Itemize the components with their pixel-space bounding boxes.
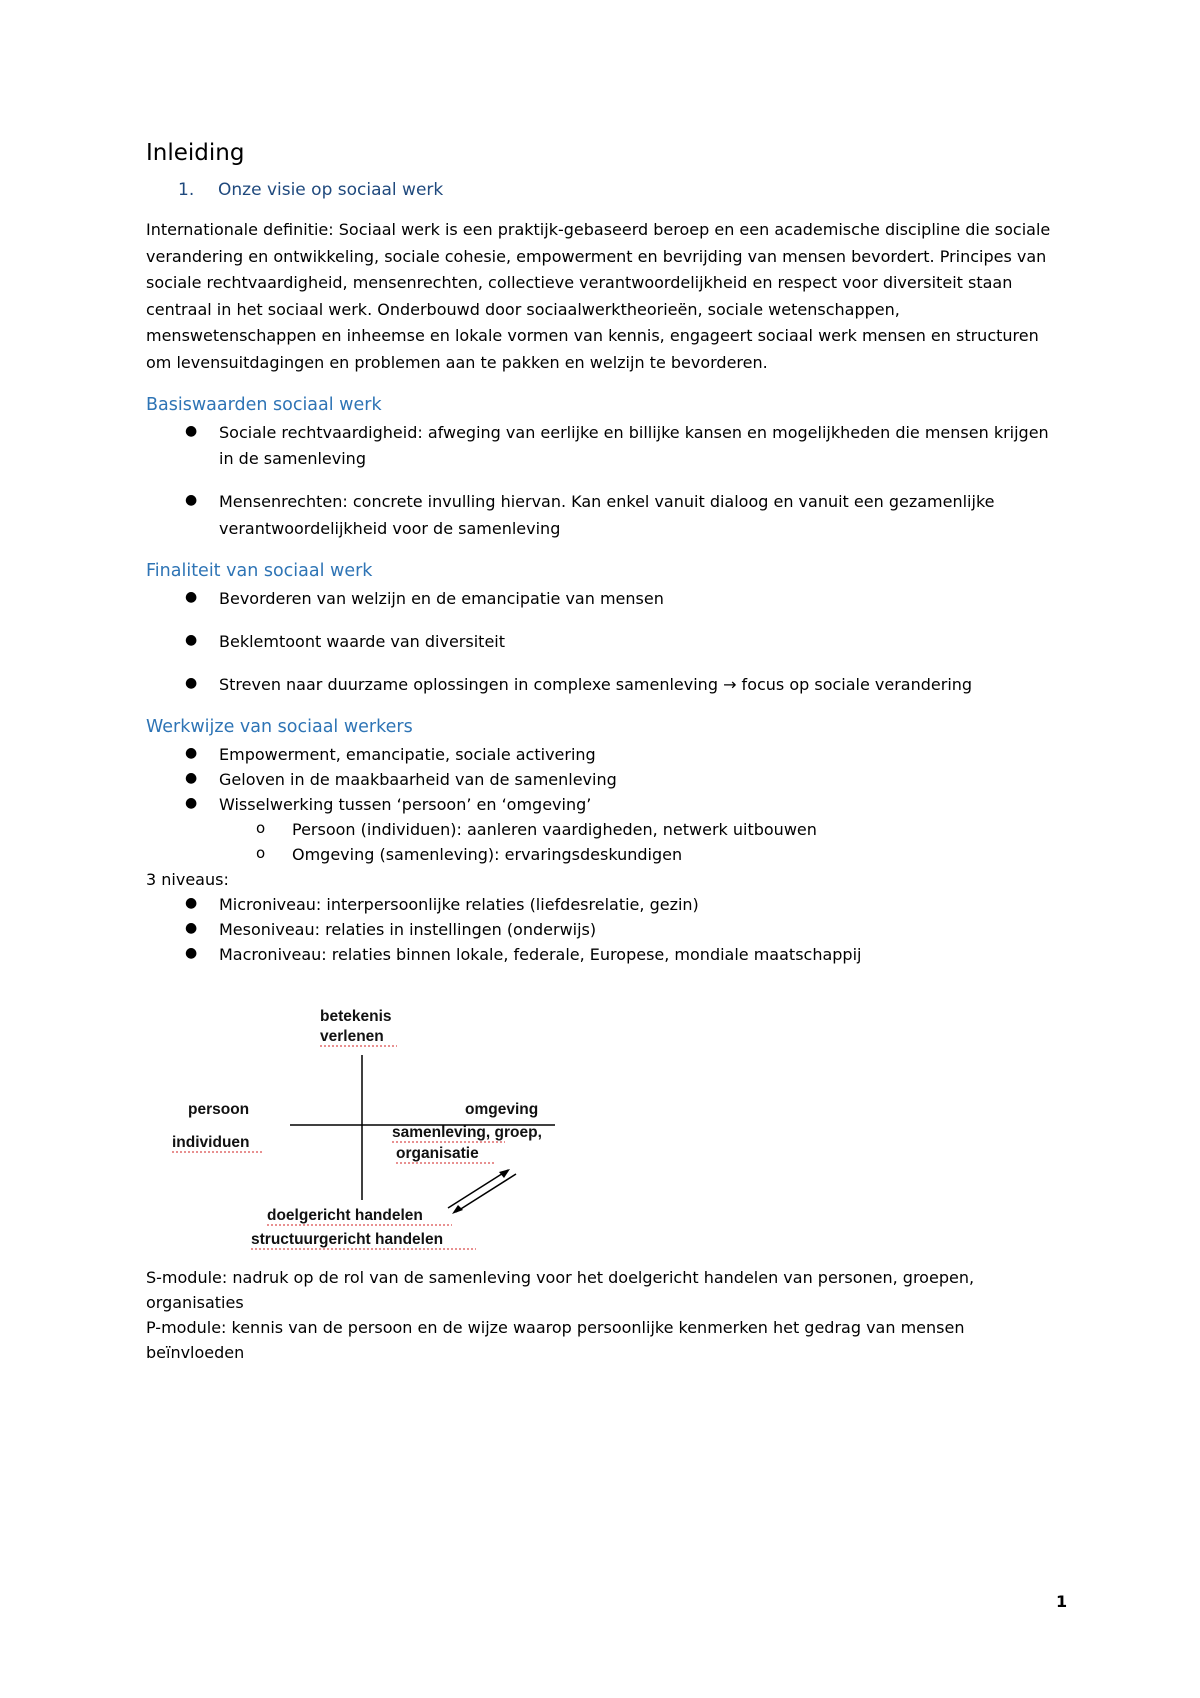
intro-line: verandering en ontwikkeling, sociale cohesie, empowerment en bevrijding van mensen bevordert. Principes van <box>146 246 1047 266</box>
bullet-icon: ● <box>185 795 198 811</box>
arrow-down <box>456 1174 516 1212</box>
list-item: ● Microniveau: interpersoonlijke relaties (liefdesrelatie, gezin) <box>185 895 699 914</box>
intro-line: menswetenschappen en inheemse en lokale vormen van kennis, engageert sociaal werk mensen en structuren <box>146 326 1039 346</box>
arrowhead-up <box>499 1169 510 1178</box>
list-item: ● Mesoniveau: relaties in instellingen (onderwijs) <box>185 920 597 939</box>
bullet-icon: ● <box>185 423 198 439</box>
label-betekenis: betekenis <box>320 1008 392 1025</box>
list-item: ● Streven naar duurzame oplossingen in complexe samenleving → focus op sociale verandering <box>185 675 973 694</box>
p-module-line: P-module: kennis van de persoon en de wijze waarop persoonlijke kenmerken het gedrag van mensen <box>146 1318 965 1337</box>
list-item: ● Sociale rechtvaardigheid: afweging van eerlijke en billijke kansen en mogelijkheden die mensen krijgen <box>185 423 1049 442</box>
bullet-icon: ● <box>185 895 198 911</box>
label-omgeving: omgeving <box>465 1101 539 1118</box>
list-item: ● Mensenrechten: concrete invulling hiervan. Kan enkel vanuit dialoog en vanuit een gezamenlijke <box>185 492 995 511</box>
bullet-icon: ● <box>185 675 198 691</box>
s-module-line: organisaties <box>146 1293 244 1312</box>
section-label: Onze visie op sociaal werk <box>218 180 444 200</box>
bullet-icon: ● <box>185 492 198 508</box>
heading-basiswaarden: Basiswaarden sociaal werk <box>146 395 382 415</box>
page-number: 1 <box>1056 1592 1068 1611</box>
list-item: ● Empowerment, emancipatie, sociale activering <box>185 745 596 764</box>
list-item: ● Geloven in de maakbaarheid van de samenleving <box>185 770 617 789</box>
page-title: Inleiding <box>146 140 245 166</box>
list-item: ● Wisselwerking tussen ‘persoon’ en ‘omgeving’ <box>185 795 592 814</box>
label-individuen: individuen <box>172 1134 250 1151</box>
list-item-continuation: verantwoordelijkheid voor de samenleving <box>219 519 561 538</box>
label-persoon: persoon <box>188 1101 250 1118</box>
circle-bullet-icon: o <box>256 844 266 862</box>
p-module-line: beïnvloeden <box>146 1343 245 1362</box>
label-verlenen: verlenen <box>320 1028 384 1045</box>
list-item: ● Bevorderen van welzijn en de emancipatie van mensen <box>185 589 664 608</box>
heading-finaliteit: Finaliteit van sociaal werk <box>146 561 373 581</box>
bullet-icon: ● <box>185 745 198 761</box>
label-doelgericht: doelgericht handelen <box>267 1207 423 1224</box>
intro-line: Internationale definitie: Sociaal werk is een praktijk-gebaseerd beroep en een academische discipline die sociale <box>146 220 1051 239</box>
bullet-icon: ● <box>185 945 198 961</box>
arrow-up <box>448 1170 508 1208</box>
bullet-icon: ● <box>185 632 198 648</box>
sub-list-item: o Persoon (individuen): aanleren vaardigheden, netwerk uitbouwen <box>256 819 817 839</box>
label-structuurgericht: structuurgericht handelen <box>251 1231 444 1248</box>
intro-line: centraal in het sociaal werk. Onderbouwd door sociaalwerktheorieën, sociale wetenschappen, <box>146 299 900 319</box>
circle-bullet-icon: o <box>256 819 266 837</box>
intro-line: om levensuitdagingen en problemen aan te pakken en welzijn te bevorderen. <box>146 352 768 372</box>
list-item: ● Macroniveau: relaties binnen lokale, federale, Europese, mondiale maatschappij <box>185 945 862 964</box>
list-item: ● Beklemtoont waarde van diversiteit <box>185 632 505 651</box>
bullet-icon: ● <box>185 589 198 605</box>
bullet-icon: ● <box>185 770 198 786</box>
heading-werkwijze: Werkwijze van sociaal werkers <box>146 717 413 737</box>
s-module-line: S-module: nadruk op de rol van de samenleving voor het doelgericht handelen van personen, groepen, <box>146 1268 975 1287</box>
bullet-icon: ● <box>185 920 198 936</box>
section-number: 1. <box>178 180 195 200</box>
sub-list-item: o Omgeving (samenleving): ervaringsdeskundigen <box>256 844 683 864</box>
arrowhead-down <box>452 1205 463 1214</box>
label-organisatie: organisatie <box>396 1145 479 1162</box>
intro-line: sociale rechtvaardigheid, mensenrechten, collectieve verantwoordelijkheid en respect voor diversiteit staan <box>146 273 1013 293</box>
niveaus-label: 3 niveaus: <box>146 870 229 889</box>
list-item-continuation: in de samenleving <box>219 449 366 468</box>
label-samenleving: samenleving, groep, <box>392 1124 542 1141</box>
